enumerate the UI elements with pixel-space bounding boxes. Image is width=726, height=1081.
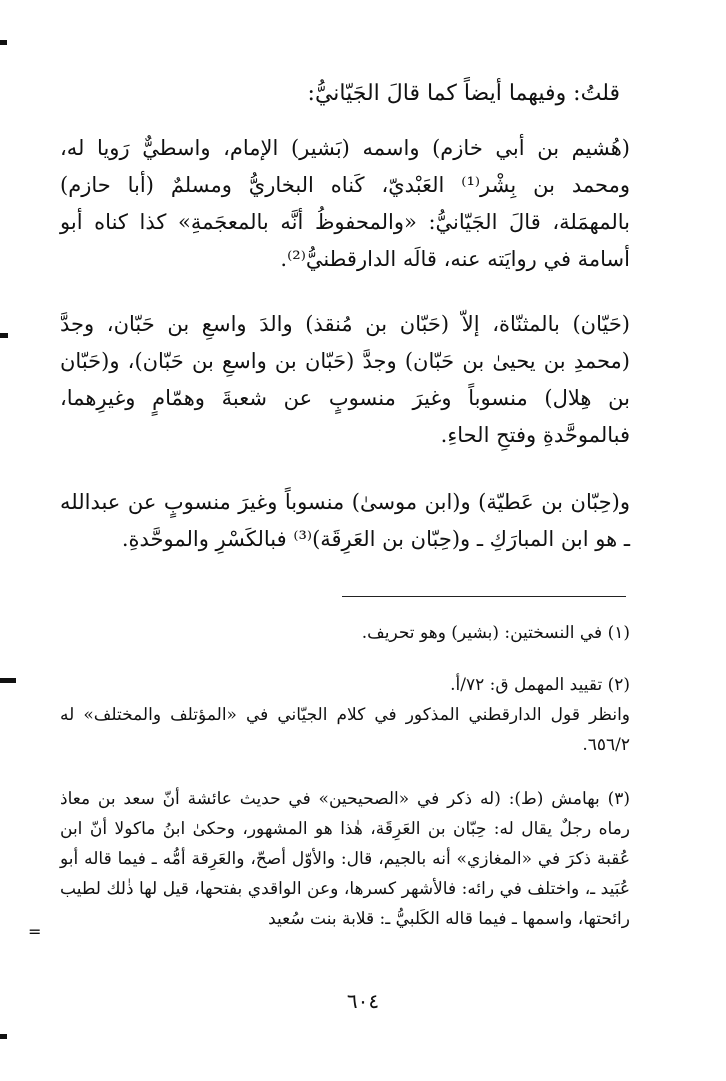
scan-edge-mark-1	[0, 40, 7, 45]
footnote-1-text: (١) في النسختين: (بشير) وهو تحريف.	[361, 623, 630, 643]
footnote-2-continuation: وانظر قول الدارقطني المذكور في كلام الجيّاني في «المؤتلف والمختلف» له ٦٥٦/٢.	[60, 705, 630, 755]
scan-edge-mark-2	[0, 333, 8, 338]
footnote-2	[60, 670, 630, 760]
page-number: ٦٠٤	[346, 989, 380, 1013]
opening-line: قلتُ: وفيهما أيضاً كما قالَ الجَيّانيُّ:	[307, 81, 620, 106]
scan-edge-mark-4	[0, 1034, 7, 1039]
paragraph-2-text: (حَيّان) بالمثنّاة، إلاّ (حَبّان بن مُنقذ) والدَ واسعِ بن حَبّان، وجدَّ (محمدِ بن يحيىٰ بن حَبّان) وجدَّ (حَبّان بن واسعِ بن حَبّان)، و(حَبّان بن هِلال) منسوباً وغيرَ منسوبٍ عن شعبةَ وهمّامٍ وغيرِهما، فبالموحَّدةِ وفتحِ الحاءِ.	[60, 312, 630, 447]
paragraph-1	[60, 130, 630, 278]
paragraph-3	[60, 484, 630, 558]
footnote-1	[60, 618, 630, 648]
paragraph-2	[60, 306, 630, 454]
footnote-3-text: (٣) بهامش (ط): (له ذكر في «الصحيحين» في حديث عائشة أنّ سعد بن معاذ رماه رجلٌ يقال له: حِبّان بن العَرِقَة، هٰذا هو المشهور، وحكىٰ ابنُ ماكولا أنّ ابن عُقبة ذكرَ في «المغازي» أنه بالجيم، قال: والأوّل أصحّ، والعَرِقة أمُّه ـ فيما قاله أبو عُبَيد ـ، واختلف في رائه: فالأشهر كسرها، وعن الواقدي بفتحها، قيل لها ذٰلك لطيب رائحتها، واسمها ـ فيما قاله الكَلبيُّ ـ: قلابة بنت سُعيد	[60, 789, 630, 929]
scan-edge-mark-3	[0, 678, 16, 683]
paragraph-3-text: و(حِبّان بن عَطيّة) و(ابن موسىٰ) منسوباً وغيرَ منسوبٍ عن عبدالله ـ هو ابن المبارَكِ ـ و(حِبّان بن العَرِقَة)⁽³⁾ فبالكَسْرِ والموحَّدةِ.	[60, 490, 630, 551]
footnote-3	[60, 784, 630, 934]
paragraph-1-text: (هُشيم بن أبي خازم) واسمه (بَشير) الإمام، واسطيٌّ رَويا له، ومحمد بن بِشْر⁽¹⁾ العَبْديّ، كَناه البخاريُّ ومسلمٌ (أبا حازم) بالمهمَلة، قالَ الجَيّانيُّ: «والمحفوظُ أنَّه بالمعجَمةِ» كذا كناه أبو أسامة في روايَته عنه، قالَه الدارقطنيُّ⁽²⁾.	[60, 136, 630, 271]
footnote-separator	[342, 596, 626, 597]
margin-mark: =	[28, 922, 42, 941]
footnote-2-text: (٢) تقييد المهمل ق: ٧٢/أ.	[450, 675, 630, 695]
